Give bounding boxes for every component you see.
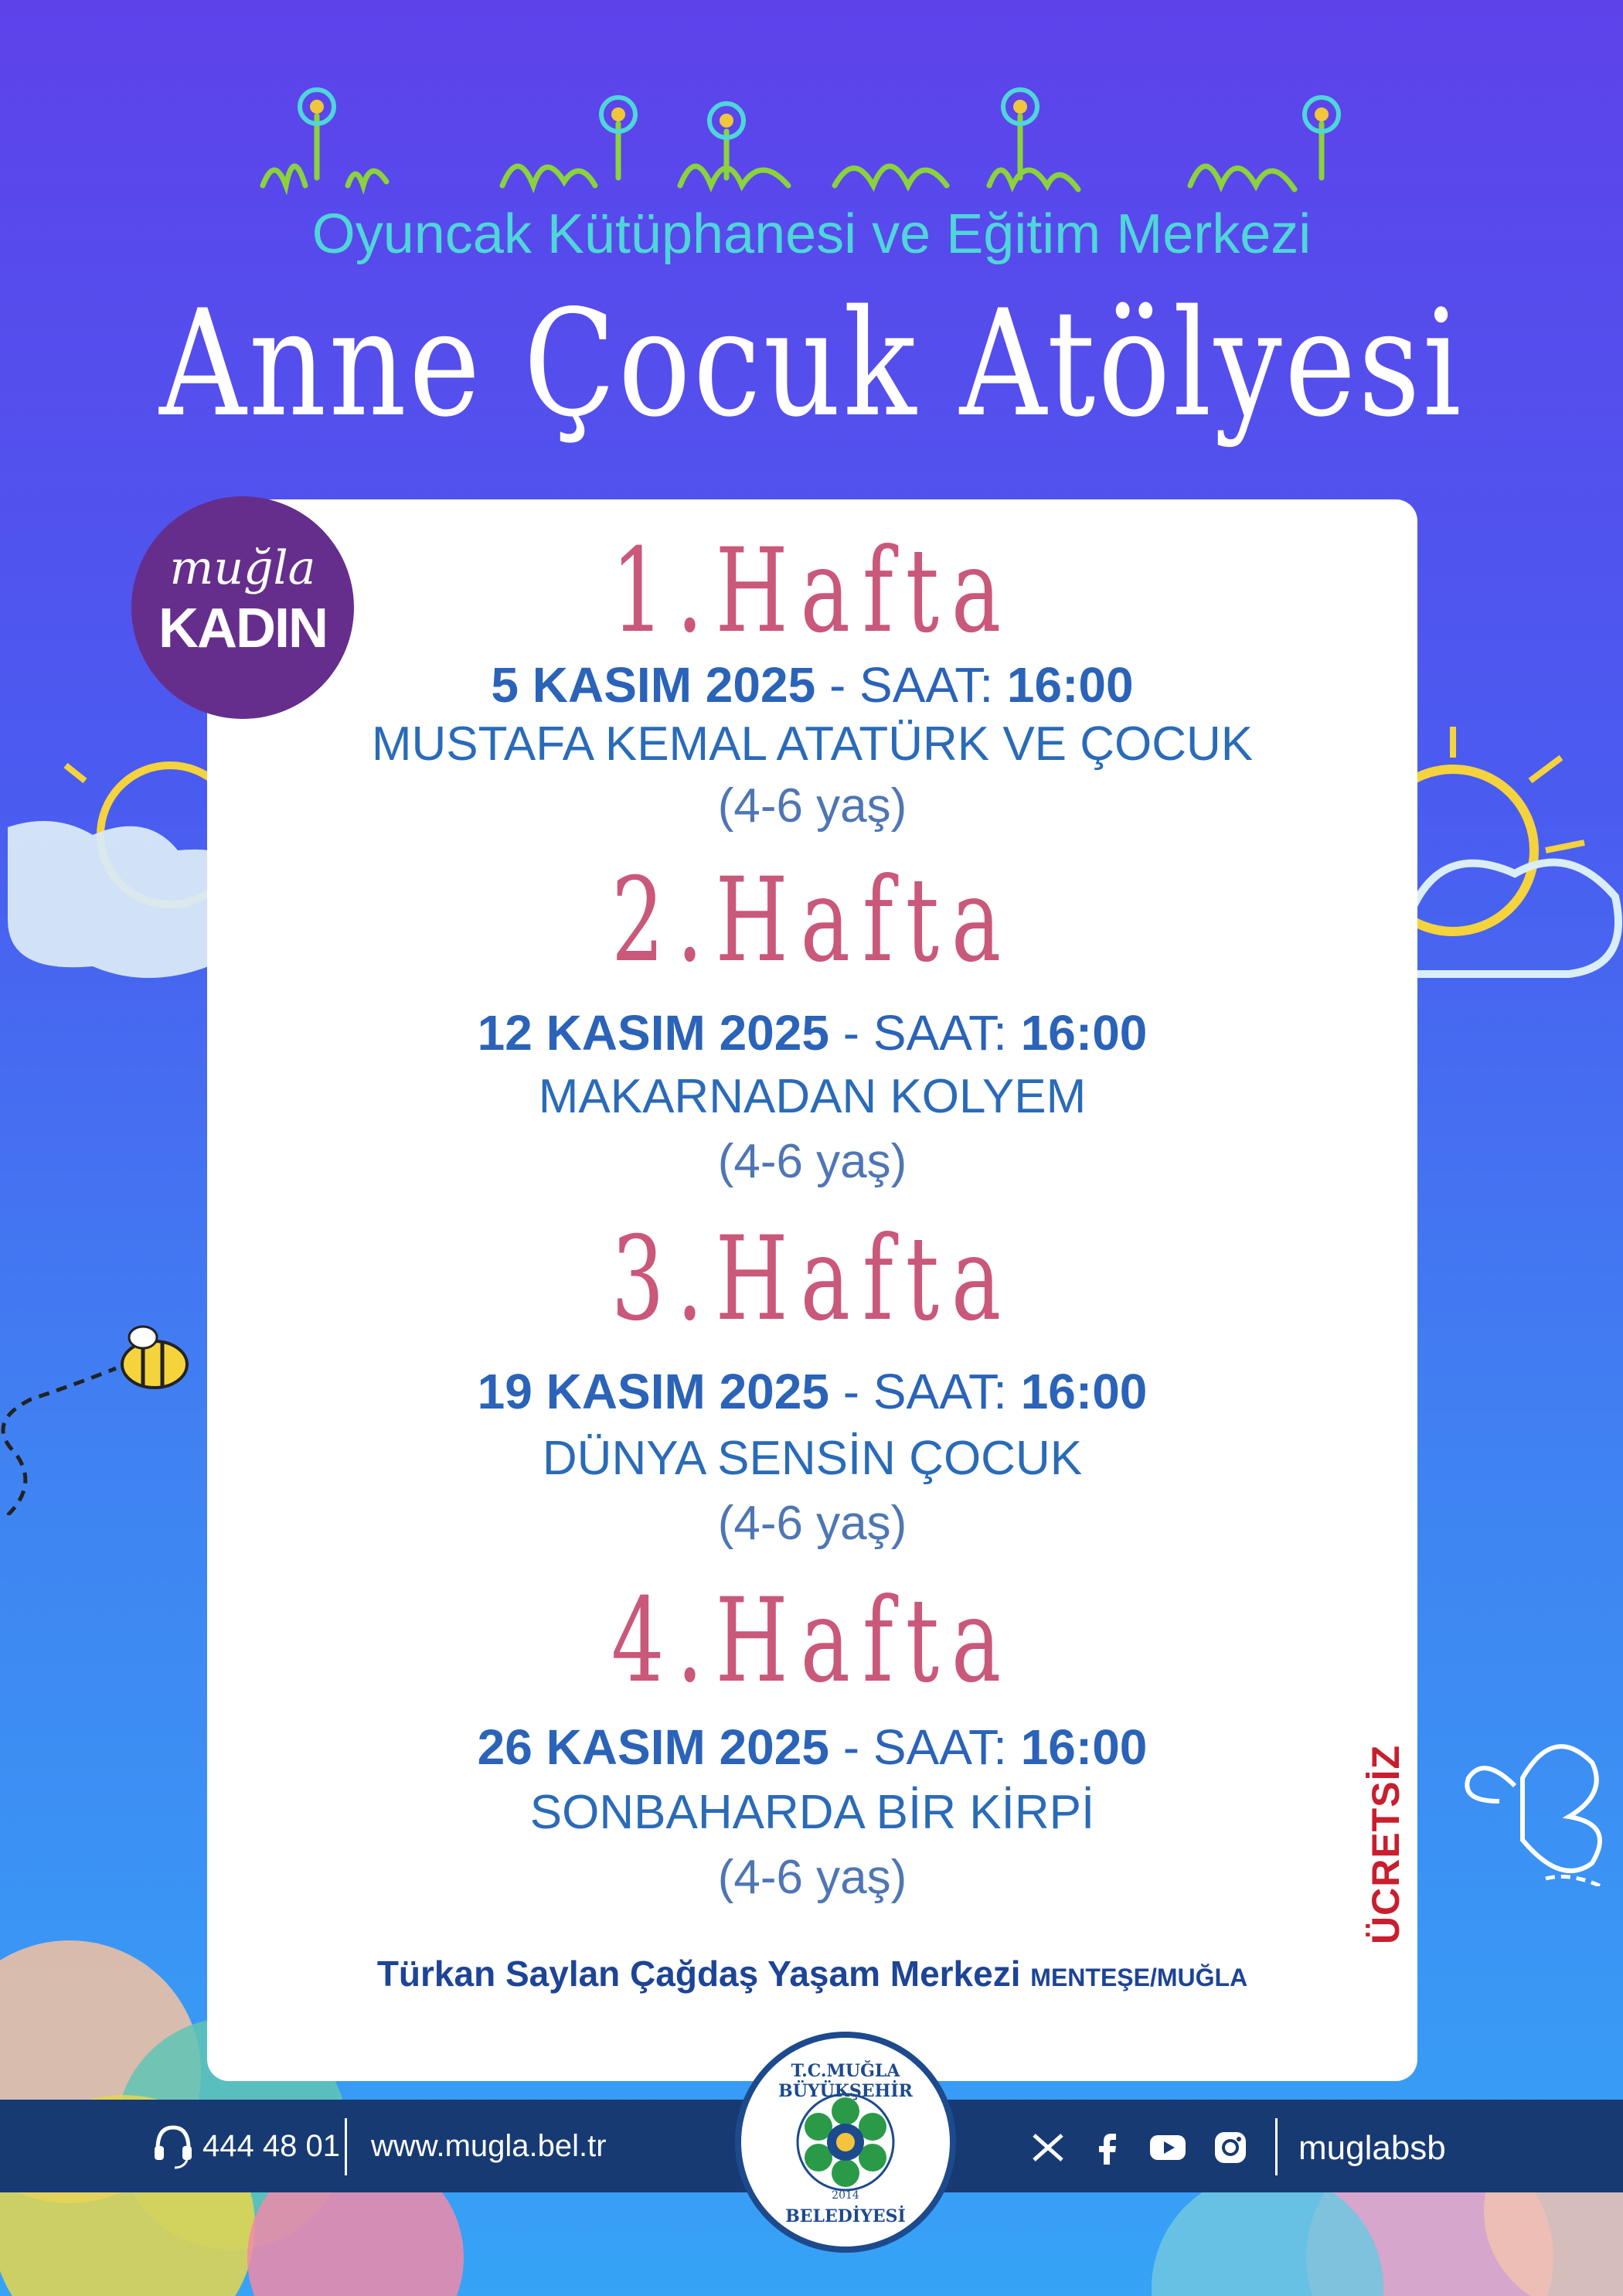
website-link[interactable]: www.mugla.bel.tr	[371, 2129, 607, 2163]
week-1-title: 1.Hafta	[611, 524, 1014, 659]
subtitle: Oyuncak Kütüphanesi ve Eğitim Merkezi	[311, 203, 1312, 265]
venue-city: MENTEŞE/MUĞLA	[1030, 1964, 1248, 1991]
instagram-icon[interactable]	[1213, 2131, 1247, 2165]
phone-number[interactable]: 444 48 01	[202, 2129, 340, 2163]
badge-line-1: muğla	[169, 541, 316, 595]
logo-bottom-text: BELEDİYESİ	[785, 2206, 906, 2226]
week-3-time: 16:00	[1020, 1364, 1148, 1419]
week-2-title: 2.Hafta	[611, 853, 1014, 988]
logo-year: 2014	[832, 2189, 859, 2202]
week-2-date: 12 KASIM 2025	[477, 1005, 829, 1061]
week-4-date-time	[207, 1719, 1417, 1775]
week-3-time-label: - SAAT:	[829, 1364, 1021, 1419]
week-2-time-label: - SAAT:	[829, 1005, 1021, 1061]
week-4-time: 16:00	[1020, 1719, 1148, 1775]
venue-name: Türkan Saylan Çağdaş Yaşam Merkezi	[376, 1954, 1021, 1994]
x-icon[interactable]	[1031, 2132, 1065, 2163]
week-4-date: 26 KASIM 2025	[477, 1719, 829, 1775]
week-1-topic: MUSTAFA KEMAL ATATÜRK VE ÇOCUK	[371, 717, 1254, 771]
flower-doodles	[247, 70, 1391, 209]
week-2-age: (4-6 yaş)	[717, 1135, 907, 1188]
free-label-text: ÜCRETSİZ	[1364, 1745, 1407, 1944]
week-1-time: 16:00	[1006, 657, 1134, 713]
schedule-card	[207, 499, 1417, 2081]
week-1-time-label: - SAAT:	[815, 657, 1007, 713]
mugla-kadin-badge	[131, 496, 354, 719]
footer-divider	[345, 2118, 347, 2175]
headset-icon	[151, 2123, 195, 2169]
week-4-age: (4-6 yaş)	[717, 1851, 907, 1904]
week-1-date-time	[207, 657, 1417, 713]
week-4-time-label: - SAAT:	[829, 1719, 1021, 1775]
page-title: Anne Çocuk Atölyesi	[159, 278, 1464, 449]
youtube-icon[interactable]	[1148, 2134, 1187, 2161]
social-handle[interactable]: muglabsb	[1298, 2129, 1446, 2167]
week-2-topic: MAKARNADAN KOLYEM	[538, 1070, 1087, 1123]
bee-doodle	[0, 1314, 201, 1515]
week-3-title: 3.Hafta	[611, 1212, 1014, 1347]
badge-line-2: KADIN	[158, 598, 327, 659]
week-3-date: 19 KASIM 2025	[477, 1364, 829, 1419]
week-3-date-time	[207, 1364, 1417, 1419]
venue	[207, 1953, 1417, 1995]
facebook-icon[interactable]	[1096, 2129, 1119, 2165]
municipality-logo	[735, 2032, 956, 2253]
week-4-topic: SONBAHARDA BİR KİRPİ	[529, 1786, 1095, 1839]
week-3-age: (4-6 yaş)	[717, 1497, 907, 1550]
week-1-date: 5 KASIM 2025	[491, 657, 816, 713]
footer-divider-2	[1275, 2118, 1278, 2175]
logo-top-text: T.C.MUĞLA BÜYÜKŞEHİR	[778, 2061, 913, 2101]
week-1-age: (4-6 yaş)	[717, 779, 907, 833]
week-4-title: 4.Hafta	[611, 1574, 1014, 1708]
butterfly-doodle	[1453, 1716, 1623, 1886]
week-2-time: 16:00	[1020, 1005, 1148, 1061]
week-2-date-time	[207, 1005, 1417, 1061]
week-3-topic: DÜNYA SENSİN ÇOCUK	[542, 1432, 1083, 1485]
